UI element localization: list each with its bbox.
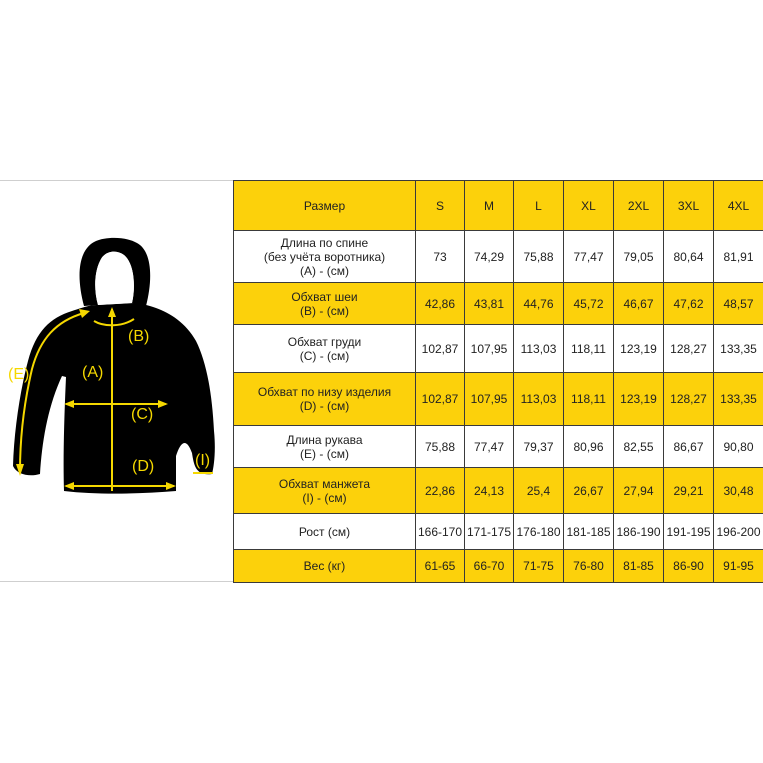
table-cell: 80,64: [664, 231, 714, 283]
table-cell: 44,76: [514, 283, 564, 325]
table-cell: 113,03: [514, 325, 564, 373]
table-cell: 86-90: [664, 550, 714, 583]
table-cell: 102,87: [416, 373, 465, 426]
table-cell: 47,62: [664, 283, 714, 325]
header-size-m: M: [465, 181, 514, 231]
label-e: (E): [8, 366, 30, 383]
table-cell: 77,47: [465, 426, 514, 468]
table-cell: 29,21: [664, 468, 714, 514]
table-row: [234, 373, 763, 426]
label-d: (D): [132, 458, 155, 475]
table-cell: 113,03: [514, 373, 564, 426]
table-cell: 42,86: [416, 283, 465, 325]
table-cell: 75,88: [514, 231, 564, 283]
row-label: Длина рукава (E) - (см): [234, 426, 416, 468]
hoodie-measurement-diagram: [0, 181, 233, 581]
header-size-s: S: [416, 181, 465, 231]
row-label: Вес (кг): [234, 550, 416, 583]
header-size-3xl: 3XL: [664, 181, 714, 231]
table-cell: 81-85: [614, 550, 664, 583]
label-a: (A): [82, 364, 104, 381]
size-chart-table: [233, 180, 763, 583]
label-i: (I): [195, 452, 211, 469]
table-row: [234, 426, 763, 468]
table-cell: 133,35: [714, 325, 763, 373]
table-cell: 133,35: [714, 373, 763, 426]
table-cell: 123,19: [614, 325, 664, 373]
table-cell: 107,95: [465, 325, 514, 373]
table-cell: 90,80: [714, 426, 763, 468]
table-row: [234, 514, 763, 550]
row-label: Обхват по низу изделия (D) - (см): [234, 373, 416, 426]
row-label: Рост (см): [234, 514, 416, 550]
table-row: [234, 468, 763, 514]
table-row: [234, 325, 763, 373]
table-cell: 166-170: [416, 514, 465, 550]
table-cell: 123,19: [614, 373, 664, 426]
table-row: [234, 550, 763, 583]
label-c: (C): [131, 406, 154, 423]
row-label: Длина по спине (без учёта воротника) (A) - (см): [234, 231, 416, 283]
row-label: Обхват груди (C) - (см): [234, 325, 416, 373]
table-cell: 24,13: [465, 468, 514, 514]
hoodie-body-shape: [13, 303, 215, 494]
header-row: [234, 181, 763, 231]
table-cell: 26,67: [564, 468, 614, 514]
table-cell: 66-70: [465, 550, 514, 583]
table-cell: 27,94: [614, 468, 664, 514]
table-cell: 176-180: [514, 514, 564, 550]
row-label: Обхват манжета (I) - (см): [234, 468, 416, 514]
table-cell: 48,57: [714, 283, 763, 325]
table-cell: 71-75: [514, 550, 564, 583]
header-size-2xl: 2XL: [614, 181, 664, 231]
table-cell: 81,91: [714, 231, 763, 283]
table-cell: 86,67: [664, 426, 714, 468]
header-size-4xl: 4XL: [714, 181, 763, 231]
row-label: Обхват шеи (B) - (см): [234, 283, 416, 325]
table-cell: 196-200: [714, 514, 763, 550]
table-cell: 181-185: [564, 514, 614, 550]
table-cell: 107,95: [465, 373, 514, 426]
table-cell: 82,55: [614, 426, 664, 468]
header-size-l: L: [514, 181, 564, 231]
table-row: [234, 283, 763, 325]
header-size-xl: XL: [564, 181, 614, 231]
table-cell: 43,81: [465, 283, 514, 325]
table-cell: 73: [416, 231, 465, 283]
table-cell: 91-95: [714, 550, 763, 583]
table-cell: 128,27: [664, 373, 714, 426]
table-cell: 118,11: [564, 373, 614, 426]
table-cell: 74,29: [465, 231, 514, 283]
table-cell: 25,4: [514, 468, 564, 514]
divider-bottom: [0, 581, 233, 582]
table-row: [234, 231, 763, 283]
table-cell: 128,27: [664, 325, 714, 373]
table-cell: 171-175: [465, 514, 514, 550]
table-cell: 45,72: [564, 283, 614, 325]
table-cell: 79,37: [514, 426, 564, 468]
table-cell: 75,88: [416, 426, 465, 468]
table-cell: 102,87: [416, 325, 465, 373]
table-cell: 77,47: [564, 231, 614, 283]
table-cell: 191-195: [664, 514, 714, 550]
table-cell: 79,05: [614, 231, 664, 283]
table-cell: 186-190: [614, 514, 664, 550]
table-cell: 76-80: [564, 550, 614, 583]
table-cell: 118,11: [564, 325, 614, 373]
table-cell: 61-65: [416, 550, 465, 583]
table-cell: 80,96: [564, 426, 614, 468]
table-cell: 30,48: [714, 468, 763, 514]
table-cell: 46,67: [614, 283, 664, 325]
table-cell: 22,86: [416, 468, 465, 514]
header-size-label: Размер: [234, 181, 416, 231]
label-b: (B): [128, 328, 150, 345]
